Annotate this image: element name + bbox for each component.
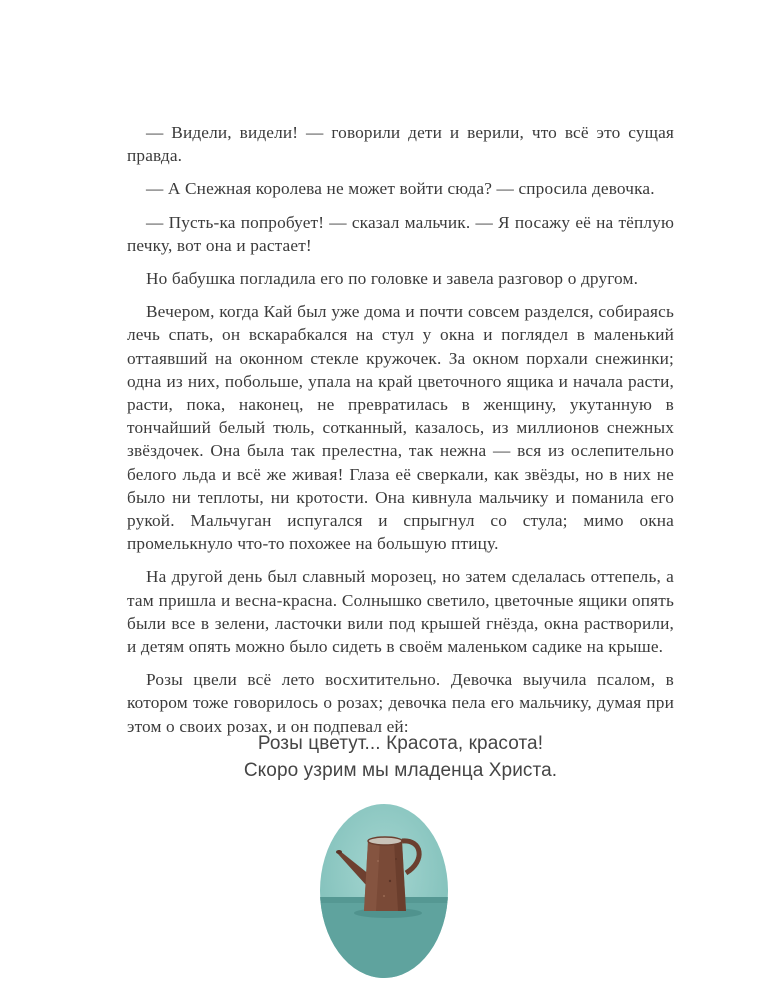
paragraph: — Пусть-ка попробует! — сказал мальчик. — Я посажу её на тёплую печку, вот она и растает! — [127, 212, 674, 255]
poem-verse — [127, 730, 674, 784]
poem-line: Скоро узрим мы младенца Христа. — [243, 760, 558, 781]
watering-can-illustration — [318, 801, 450, 981]
paragraph: Розы цвели всё лето восхитительно. Девочка выучила псалом, в котором тоже говорилось о розах; девочка пела его мальчику, думая при этом о своих розах, и он подпевал ей: — [127, 670, 674, 736]
watering-can-icon — [318, 801, 450, 981]
body-text — [127, 121, 674, 748]
paragraph: — А Снежная королева не может войти сюда? — спросила девочка. — [146, 179, 655, 199]
paragraph: Но бабушка погладила его по головке и завела разговор о другом. — [146, 269, 639, 289]
paragraph: Вечером, когда Кай был уже дома и почти совсем разделся, собираясь лечь спать, он вскарабкался на стул у окна и поглядел в маленький оттаявший на оконном стекле кружочек. За окном порхали снежинки; одна из них, побольше, упала на край цветочного ящика и начала расти, расти, пока, наконец, не превратилась в женщину, укутанную в тончайший белый тюль, сотканный, казалось, из миллионов снежных звёздочек. Она была так прелестна, так нежна — вся из ослепительно белого льда и всё же живая! Глаза её сверкали, как звёзды, но в них не было ни теплоты, ни кротости. Она кивнула мальчику и поманила его рукой. Мальчуган испугался и спрыгнул со стула; мимо окна промелькнуло что-то похожее на большую птицу. — [127, 302, 674, 554]
poem-line: Розы цветут... Красота, красота! — [257, 733, 544, 754]
paragraph: На другой день был славный морозец, но затем сделалась оттепель, а там пришла и весна-красна. Солнышко светило, цветочные ящики опять были все в зелени, ласточки вили под крышей гнёзда, окна растворили, и детям опять можно было сидеть в своём маленьком садике на крыше. — [127, 567, 674, 657]
paragraph: — Видели, видели! — говорили дети и верили, что всё это сущая правда. — [127, 123, 674, 166]
